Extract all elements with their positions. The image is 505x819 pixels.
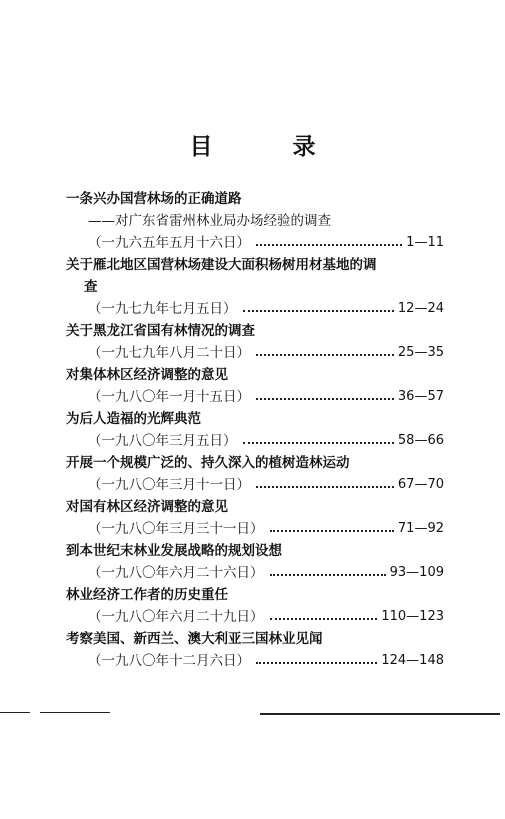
scan-rule-left-2 [40,712,110,713]
toc-entry-pages[interactable]: 58—66 [397,433,444,448]
dot-leader [270,618,378,620]
toc-entry-title[interactable]: 开展一个规模广泛的、持久深入的植树造林运动 [66,455,350,471]
toc-entry-pages[interactable]: 71—92 [397,521,444,536]
toc-entry-date-row [88,298,444,320]
toc-entry-title[interactable]: 到本世纪末林业发展战略的规划设想 [66,543,282,559]
toc-entry-title[interactable]: 关于黑龙江省国有林情况的调查 [66,323,255,339]
toc-entry-date: （一九八〇年三月十一日） [88,477,250,493]
toc-entry-date-row [88,562,444,584]
toc-entry-title[interactable]: 林业经济工作者的历史重任 [66,587,228,603]
dot-leader [270,530,394,532]
page-title: 目 录 [189,134,352,160]
toc-entry-pages[interactable]: 124—148 [381,653,444,668]
toc-entry-date-row [88,474,444,496]
dot-leader [256,398,394,400]
scan-rule-left [0,712,30,713]
toc-entry-date: （一九八〇年三月三十一日） [88,521,264,537]
dot-leader [256,486,394,488]
toc-entry-title[interactable]: 一条兴办国营林场的正确道路 [66,191,242,207]
toc-entry-title[interactable]: 对国有林区经济调整的意见 [66,499,228,515]
toc-entry-title[interactable]: 对集体林区经济调整的意见 [66,367,228,383]
toc-entry-title[interactable]: 考察美国、新西兰、澳大利亚三国林业见闻 [66,631,323,647]
toc-entry-pages[interactable]: 93—109 [389,565,444,580]
toc-entry-pages[interactable]: 67—70 [397,477,444,492]
toc-entry-date-row [88,232,444,254]
toc-entry-date: （一九八〇年一月十五日） [88,389,250,405]
scan-rule-right [260,713,500,715]
toc-entry-date: （一九八〇年六月二十九日） [88,609,264,625]
toc-entry-pages[interactable]: 1—11 [406,235,444,250]
toc-entry-pages[interactable]: 25—35 [397,345,444,360]
dot-leader [270,574,386,576]
toc-entry-date: （一九六五年五月十六日） [88,235,250,251]
dot-leader [243,442,394,444]
dot-leader [256,244,402,246]
toc-entry-pages[interactable]: 110—123 [381,609,444,624]
toc-entry-date: （一九七九年七月五日） [88,301,237,317]
toc-entry-date-row [88,430,444,452]
toc-entry-pages[interactable]: 36—57 [397,389,444,404]
toc-entry-title[interactable]: 关于雁北地区国营林场建设大面积杨树用材基地的调 [66,257,377,273]
toc-entry-date-row [88,386,444,408]
toc-entry-date: （一九八〇年三月五日） [88,433,237,449]
dot-leader [256,662,377,664]
toc-entry-pages[interactable]: 12—24 [397,301,444,316]
toc-entry-date: （一九八〇年六月二十六日） [88,565,264,581]
toc-entry-title-continuation: 查 [84,279,98,295]
dot-leader [243,310,394,312]
toc-entry-date: （一九八〇年十二月六日） [88,653,250,669]
toc-entry-title[interactable]: 为后人造福的光辉典范 [66,411,201,427]
toc-entry-date-row [88,342,444,364]
toc-entry-date: （一九七九年八月二十日） [88,345,250,361]
toc-entry-date-row [88,650,444,672]
toc-entry-date-row [88,518,444,540]
toc-entry-subtitle: ——对广东省雷州林业局办场经验的调查 [88,213,331,229]
dot-leader [256,354,394,356]
toc-entry-date-row [88,606,444,628]
